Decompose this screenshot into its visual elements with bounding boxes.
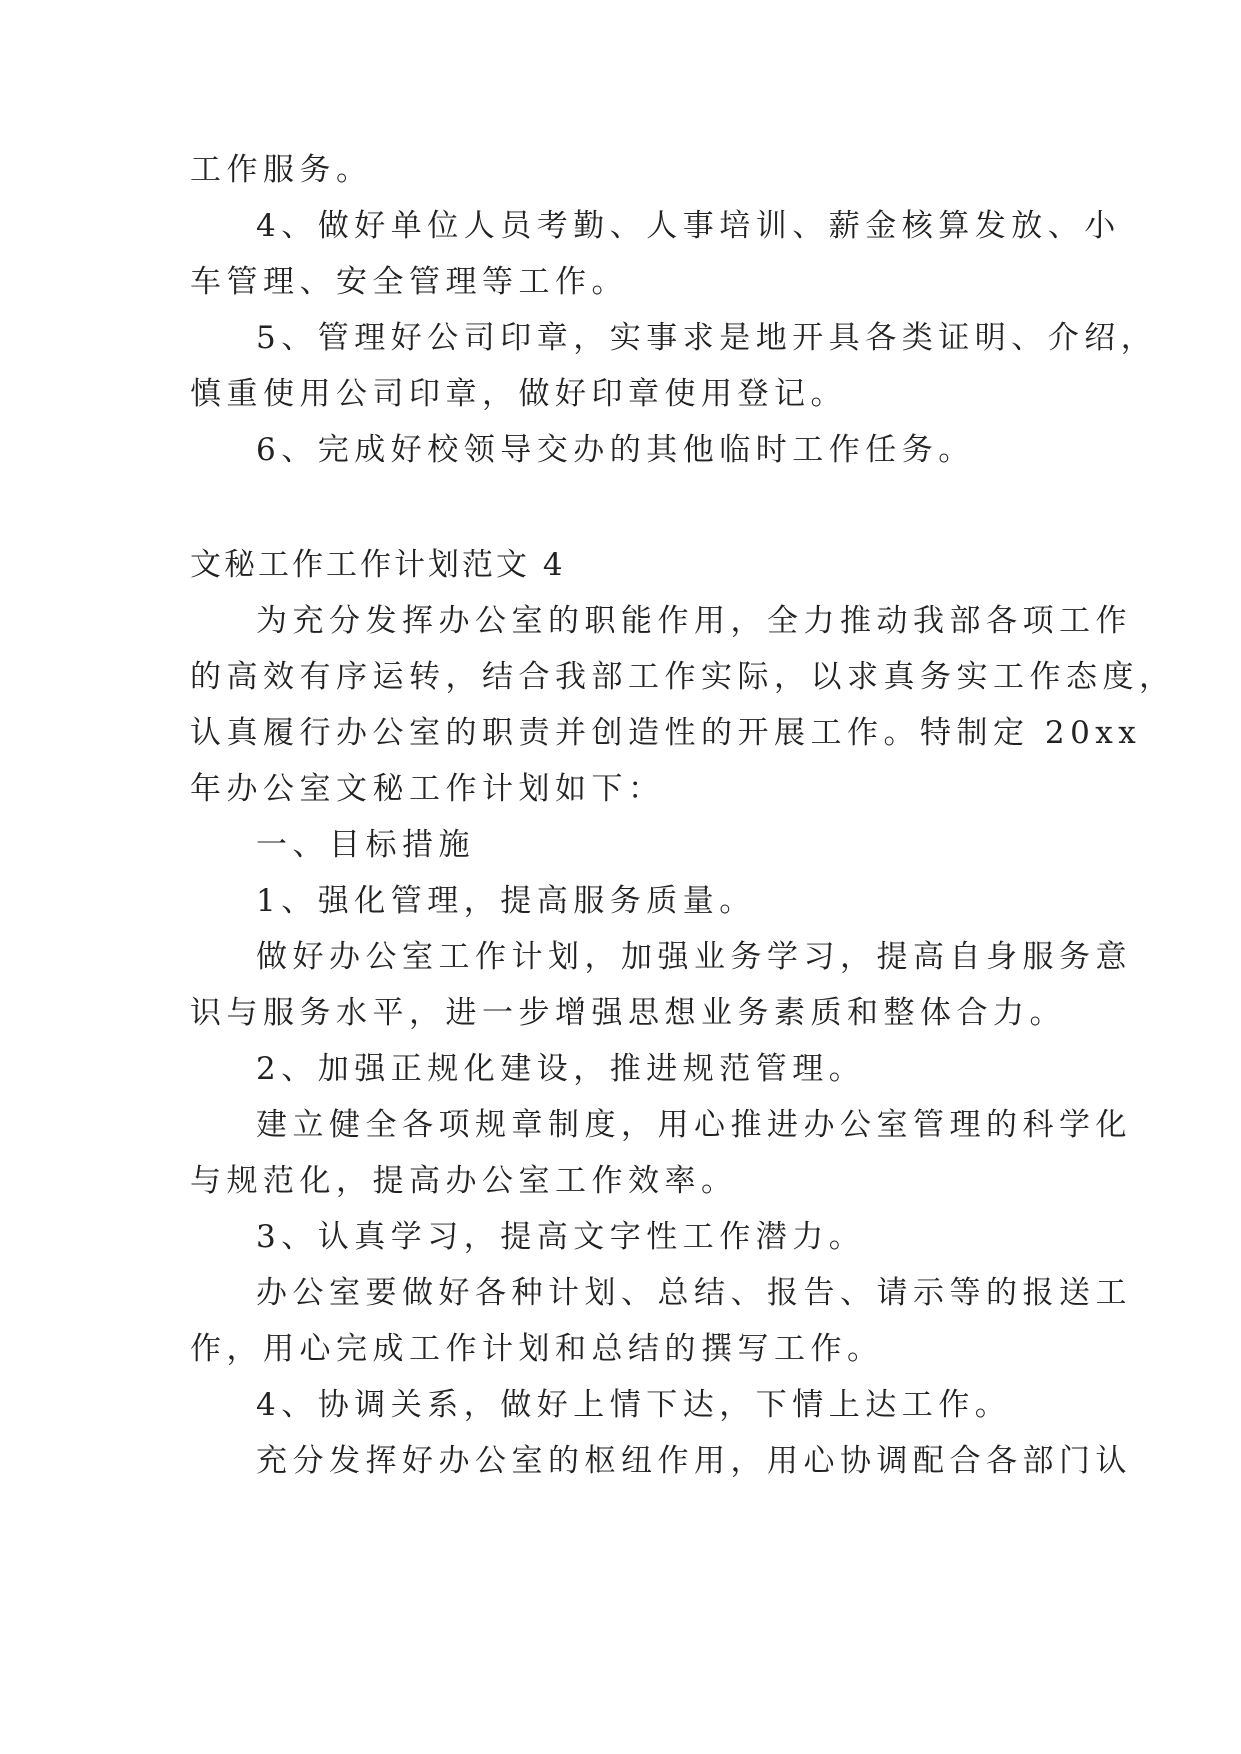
point-2-title: 2、加强正规化建设，推进规范管理。	[256, 1051, 866, 1087]
heading-goals-measures: 一、目标措施	[256, 827, 475, 863]
point-4-title: 4、协调关系，做好上情下达，下情上达工作。	[256, 1387, 1012, 1423]
intro-line-3: 认真履行办公室的职责并创造性的开展工作。特制定 20xx	[190, 715, 1142, 751]
point-3-title: 3、认真学习，提高文字性工作潜力。	[256, 1219, 866, 1255]
intro-line-1: 为充分发挥办公室的职能作用，全力推动我部各项工作	[256, 603, 1132, 639]
item-5-line-2: 慎重使用公司印章，做好印章使用登记。	[190, 376, 847, 412]
point-3-line-1: 办公室要做好各种计划、总结、报告、请示等的报送工	[256, 1275, 1132, 1311]
item-6: 6、完成好校领导交办的其他临时工作任务。	[256, 432, 975, 468]
intro-line-2: 的高效有序运转，结合我部工作实际，以求真务实工作态度，	[190, 659, 1176, 695]
point-3-line-2: 作，用心完成工作计划和总结的撰写工作。	[190, 1331, 884, 1367]
section-title: 文秘工作工作计划范文 4	[190, 547, 566, 583]
point-4-line-1: 充分发挥好办公室的枢纽作用，用心协调配合各部门认	[256, 1443, 1132, 1479]
item-4-line-1: 4、做好单位人员考勤、人事培训、薪金核算发放、小	[256, 208, 1121, 244]
point-1-line-2: 识与服务水平，进一步增强思想业务素质和整体合力。	[190, 995, 1066, 1031]
point-1-line-1: 做好办公室工作计划，加强业务学习，提高自身服务意	[256, 939, 1132, 975]
point-2-line-2: 与规范化，提高办公室工作效率。	[190, 1163, 738, 1199]
intro-line-4: 年办公室文秘工作计划如下：	[190, 771, 665, 807]
item-4-line-2: 车管理、安全管理等工作。	[190, 264, 628, 300]
point-2-line-1: 建立健全各项规章制度，用心推进办公室管理的科学化	[256, 1107, 1132, 1143]
paragraph-continuation: 工作服务。	[190, 152, 373, 188]
point-1-title: 1、强化管理，提高服务质量。	[256, 883, 756, 919]
item-5-line-1: 5、管理好公司印章，实事求是地开具各类证明、介绍，	[256, 320, 1158, 356]
